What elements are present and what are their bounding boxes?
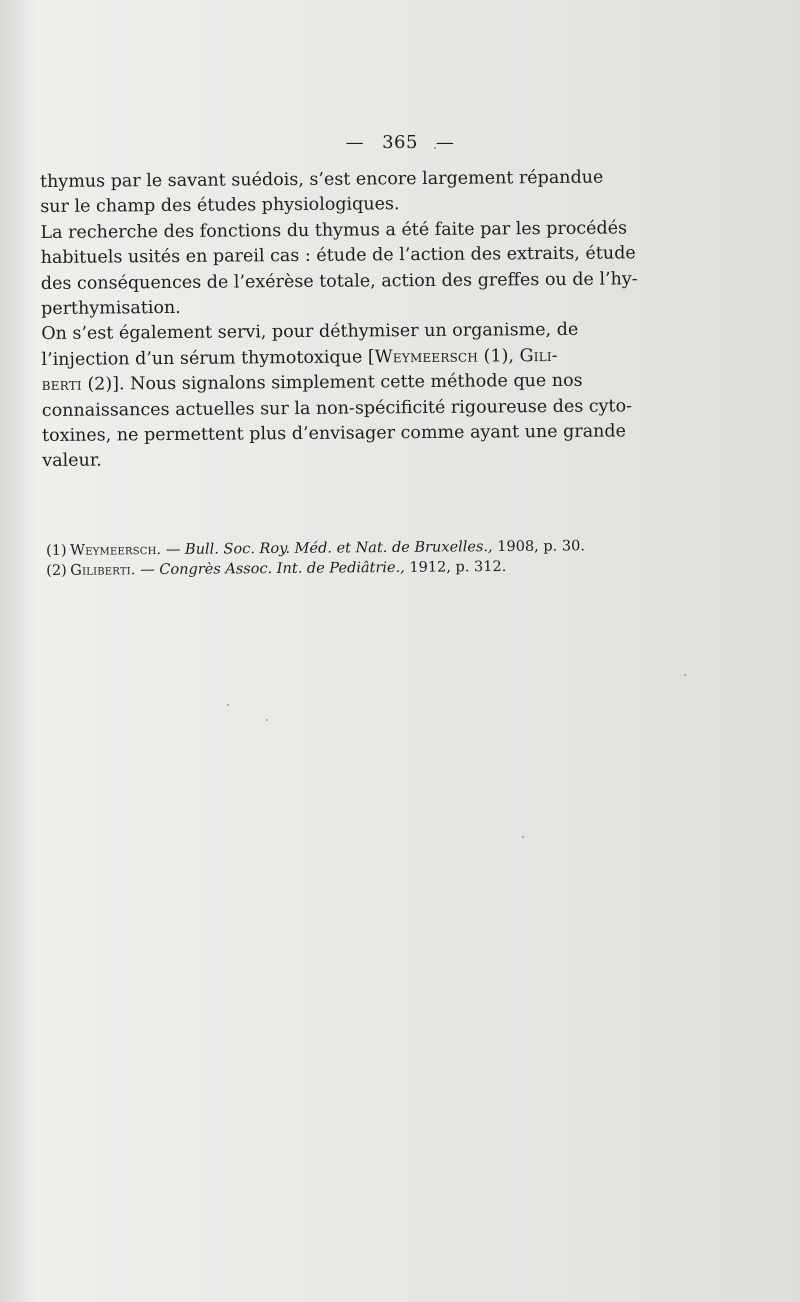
- citation-author-giliberti-part-2: berti: [41, 374, 82, 396]
- paragraph-3-line-2-mid: (1),: [477, 346, 520, 367]
- paragraph-2-line-2: habituels usités en pareil cas : étude de l’action des extraits, étude: [40, 243, 636, 269]
- page-number-dash-right: —: [435, 132, 455, 153]
- paper-speck: [266, 719, 268, 721]
- footnote-2-rest: 1912, p. 312.: [404, 558, 507, 576]
- footnote-1-separator: —: [161, 541, 186, 558]
- paper-speck: [434, 147, 436, 149]
- footnote-2-mark: (2): [46, 562, 67, 579]
- footnotes: [46, 535, 678, 581]
- footnote-1-author: Weymeersch.: [70, 541, 162, 559]
- paragraph-3: [41, 317, 682, 474]
- footnote-1-rest: 1908, p. 30.: [492, 538, 585, 556]
- citation-author-weymeersch: Weymeersch: [374, 346, 479, 368]
- footnote-2-separator: —: [135, 562, 160, 579]
- paragraph-2-line-4: perthymisation.: [41, 297, 181, 320]
- paragraph-2: [40, 216, 681, 323]
- paper-speck: [227, 704, 229, 706]
- paper-speck: [684, 674, 686, 676]
- footnote-1-mark: (1): [46, 542, 67, 559]
- citation-author-giliberti-part-1: Gili-: [519, 345, 558, 367]
- paper-speck: [522, 836, 524, 838]
- page-number-value: 365: [382, 132, 418, 153]
- footnote-2: [46, 555, 678, 581]
- footnote-2-title: Congrès Assoc. Int. de Pediâtrie.,: [159, 559, 405, 579]
- page-number-dash-left: —: [345, 132, 365, 153]
- body-text: [40, 165, 682, 475]
- page-number: [0, 132, 800, 153]
- paragraph-1-line-1: thymus par le savant suédois, s’est encore largement répandue: [40, 167, 604, 192]
- page-edge-shadow: [0, 0, 36, 1302]
- paragraph-3-line-3: (2)]. Nous signalons simplement cette méthode que nos: [81, 370, 583, 395]
- paragraph-1: [40, 165, 680, 221]
- footnote-1-title: Bull. Soc. Roy. Méd. et Nat. de Bruxelles.,: [184, 539, 493, 558]
- paragraph-3-line-1: On s’est également servi, pour déthymiser un organisme, de: [41, 320, 579, 345]
- paragraph-3-line-5: toxines, ne permettent plus d’envisager comme ayant une grande: [42, 421, 627, 447]
- paragraph-2-line-1: La recherche des fonctions du thymus a été faite par les procédés: [40, 218, 628, 243]
- paragraph-1-line-2: sur le champ des études physiologiques.: [40, 194, 400, 218]
- footnote-2-author: Giliberti.: [70, 562, 136, 579]
- paragraph-3-line-2-start: l’injection d’un sérum thymotoxique [: [41, 347, 375, 370]
- paragraph-2-line-3: des conséquences de l’exérèse totale, action des greffes ou de l’hy-: [40, 268, 638, 294]
- paragraph-3-line-4: connaissances actuelles sur la non-spécificité rigoureuse des cyto-: [41, 396, 633, 421]
- paragraph-3-line-6: valeur.: [42, 450, 102, 472]
